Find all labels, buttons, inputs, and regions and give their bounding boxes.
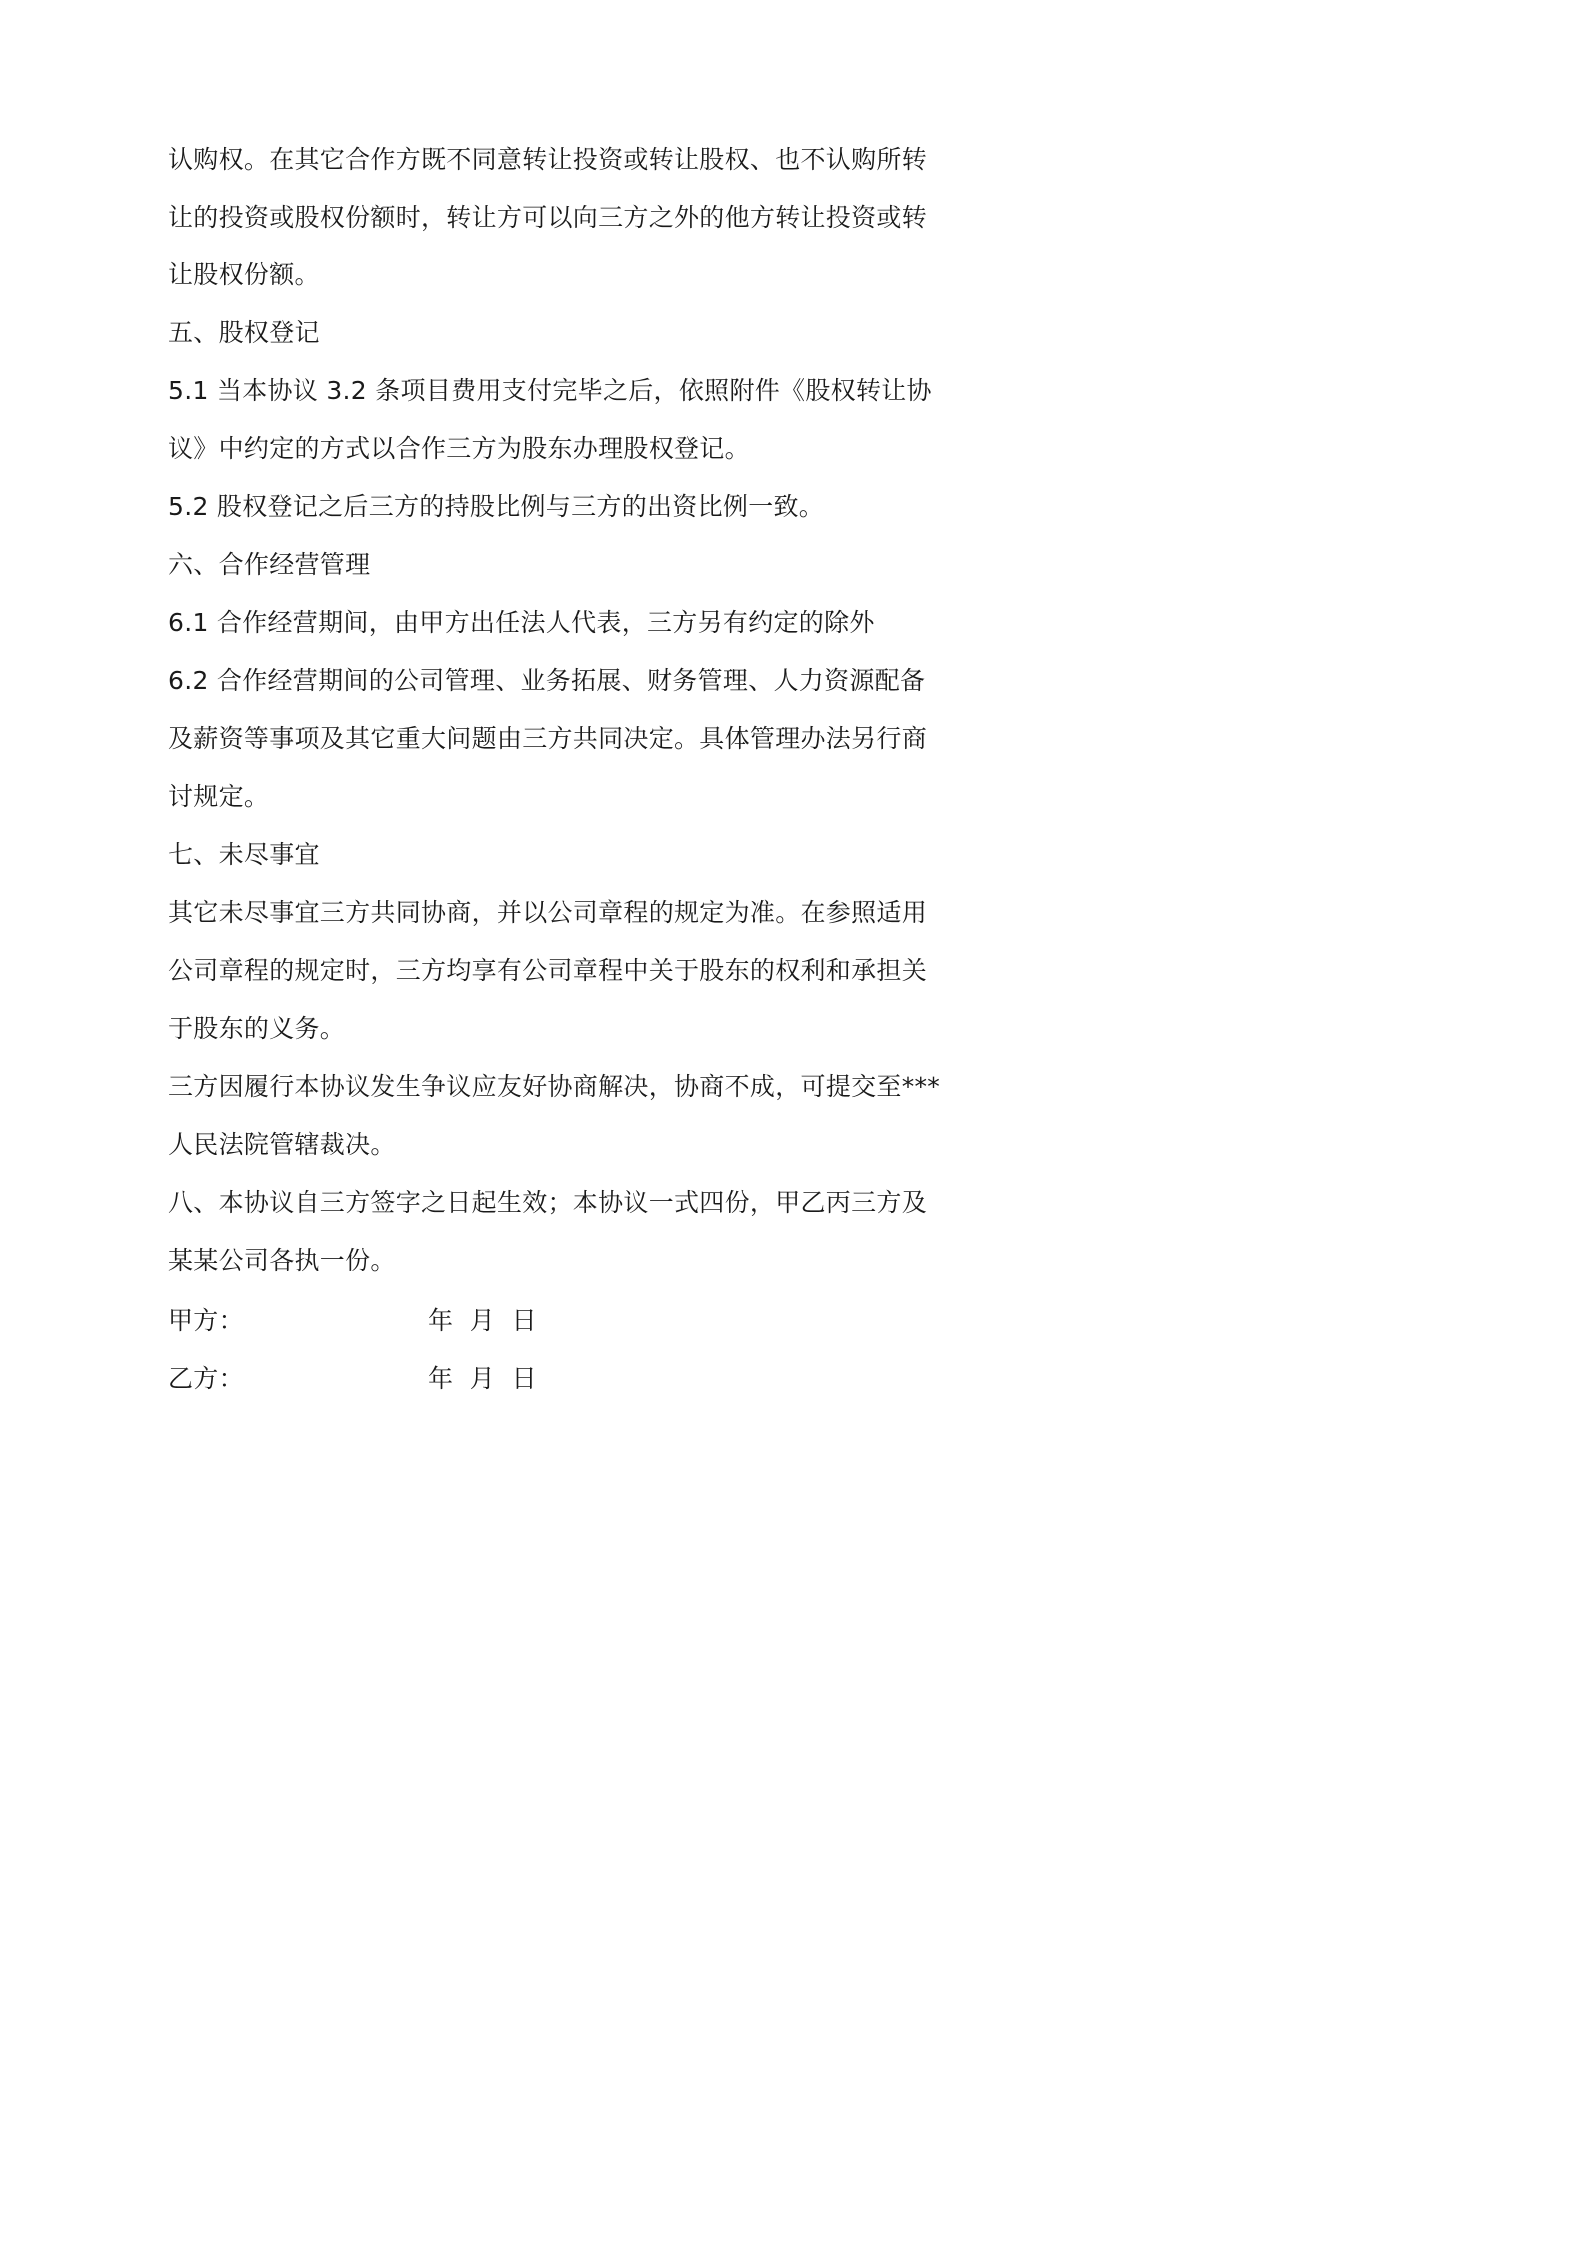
signature-party-b-label: 乙方： xyxy=(168,1364,244,1393)
text-line: 认购权。在其它合作方既不同意转让投资或转让股权、也不认购所转 xyxy=(168,145,928,174)
signature-party-a-label: 甲方： xyxy=(168,1306,244,1335)
document-page xyxy=(0,0,1100,1556)
text-line: 及薪资等事项及其它重大问题由三方共同决定。具体管理办法另行商 xyxy=(168,724,928,753)
text-line: 让股权份额。 xyxy=(168,260,320,289)
text-line: 其它未尽事宜三方共同协商，并以公司章程的规定为准。在参照适用 xyxy=(168,898,928,927)
text-line: 某某公司各执一份。 xyxy=(168,1246,396,1275)
text-line: 人民法院管辖裁决。 xyxy=(168,1130,396,1159)
text-line: 于股东的义务。 xyxy=(168,1014,346,1043)
clause-5-1: 5.1 当本协议 3.2 条项目费用支付完毕之后，依照附件《股权转让协 xyxy=(168,376,932,405)
signature-party-a-date: 年 月 日 xyxy=(428,1306,537,1335)
text-line: 议》中约定的方式以合作三方为股东办理股权登记。 xyxy=(168,434,750,463)
signature-party-b-date: 年 月 日 xyxy=(428,1364,537,1393)
clause-6-1: 6.1 合作经营期间，由甲方出任法人代表，三方另有约定的除外 xyxy=(168,608,875,637)
text-line: 让的投资或股权份额时，转让方可以向三方之外的他方转让投资或转 xyxy=(168,203,928,232)
text-line: 三方因履行本协议发生争议应友好协商解决，协商不成，可提交至*** xyxy=(168,1072,941,1101)
section-heading-management: 六、合作经营管理 xyxy=(168,550,371,579)
section-heading-effective-date: 八、本协议自三方签字之日起生效；本协议一式四份，甲乙丙三方及 xyxy=(168,1188,928,1217)
clause-5-2: 5.2 股权登记之后三方的持股比例与三方的出资比例一致。 xyxy=(168,492,825,521)
clause-6-2: 6.2 合作经营期间的公司管理、业务拓展、财务管理、人力资源配备 xyxy=(168,666,926,695)
section-heading-equity-registration: 五、股权登记 xyxy=(168,318,320,347)
text-line: 公司章程的规定时，三方均享有公司章程中关于股东的权利和承担关 xyxy=(168,956,928,985)
section-heading-other-matters: 七、未尽事宜 xyxy=(168,840,320,869)
text-line: 讨规定。 xyxy=(168,782,270,811)
